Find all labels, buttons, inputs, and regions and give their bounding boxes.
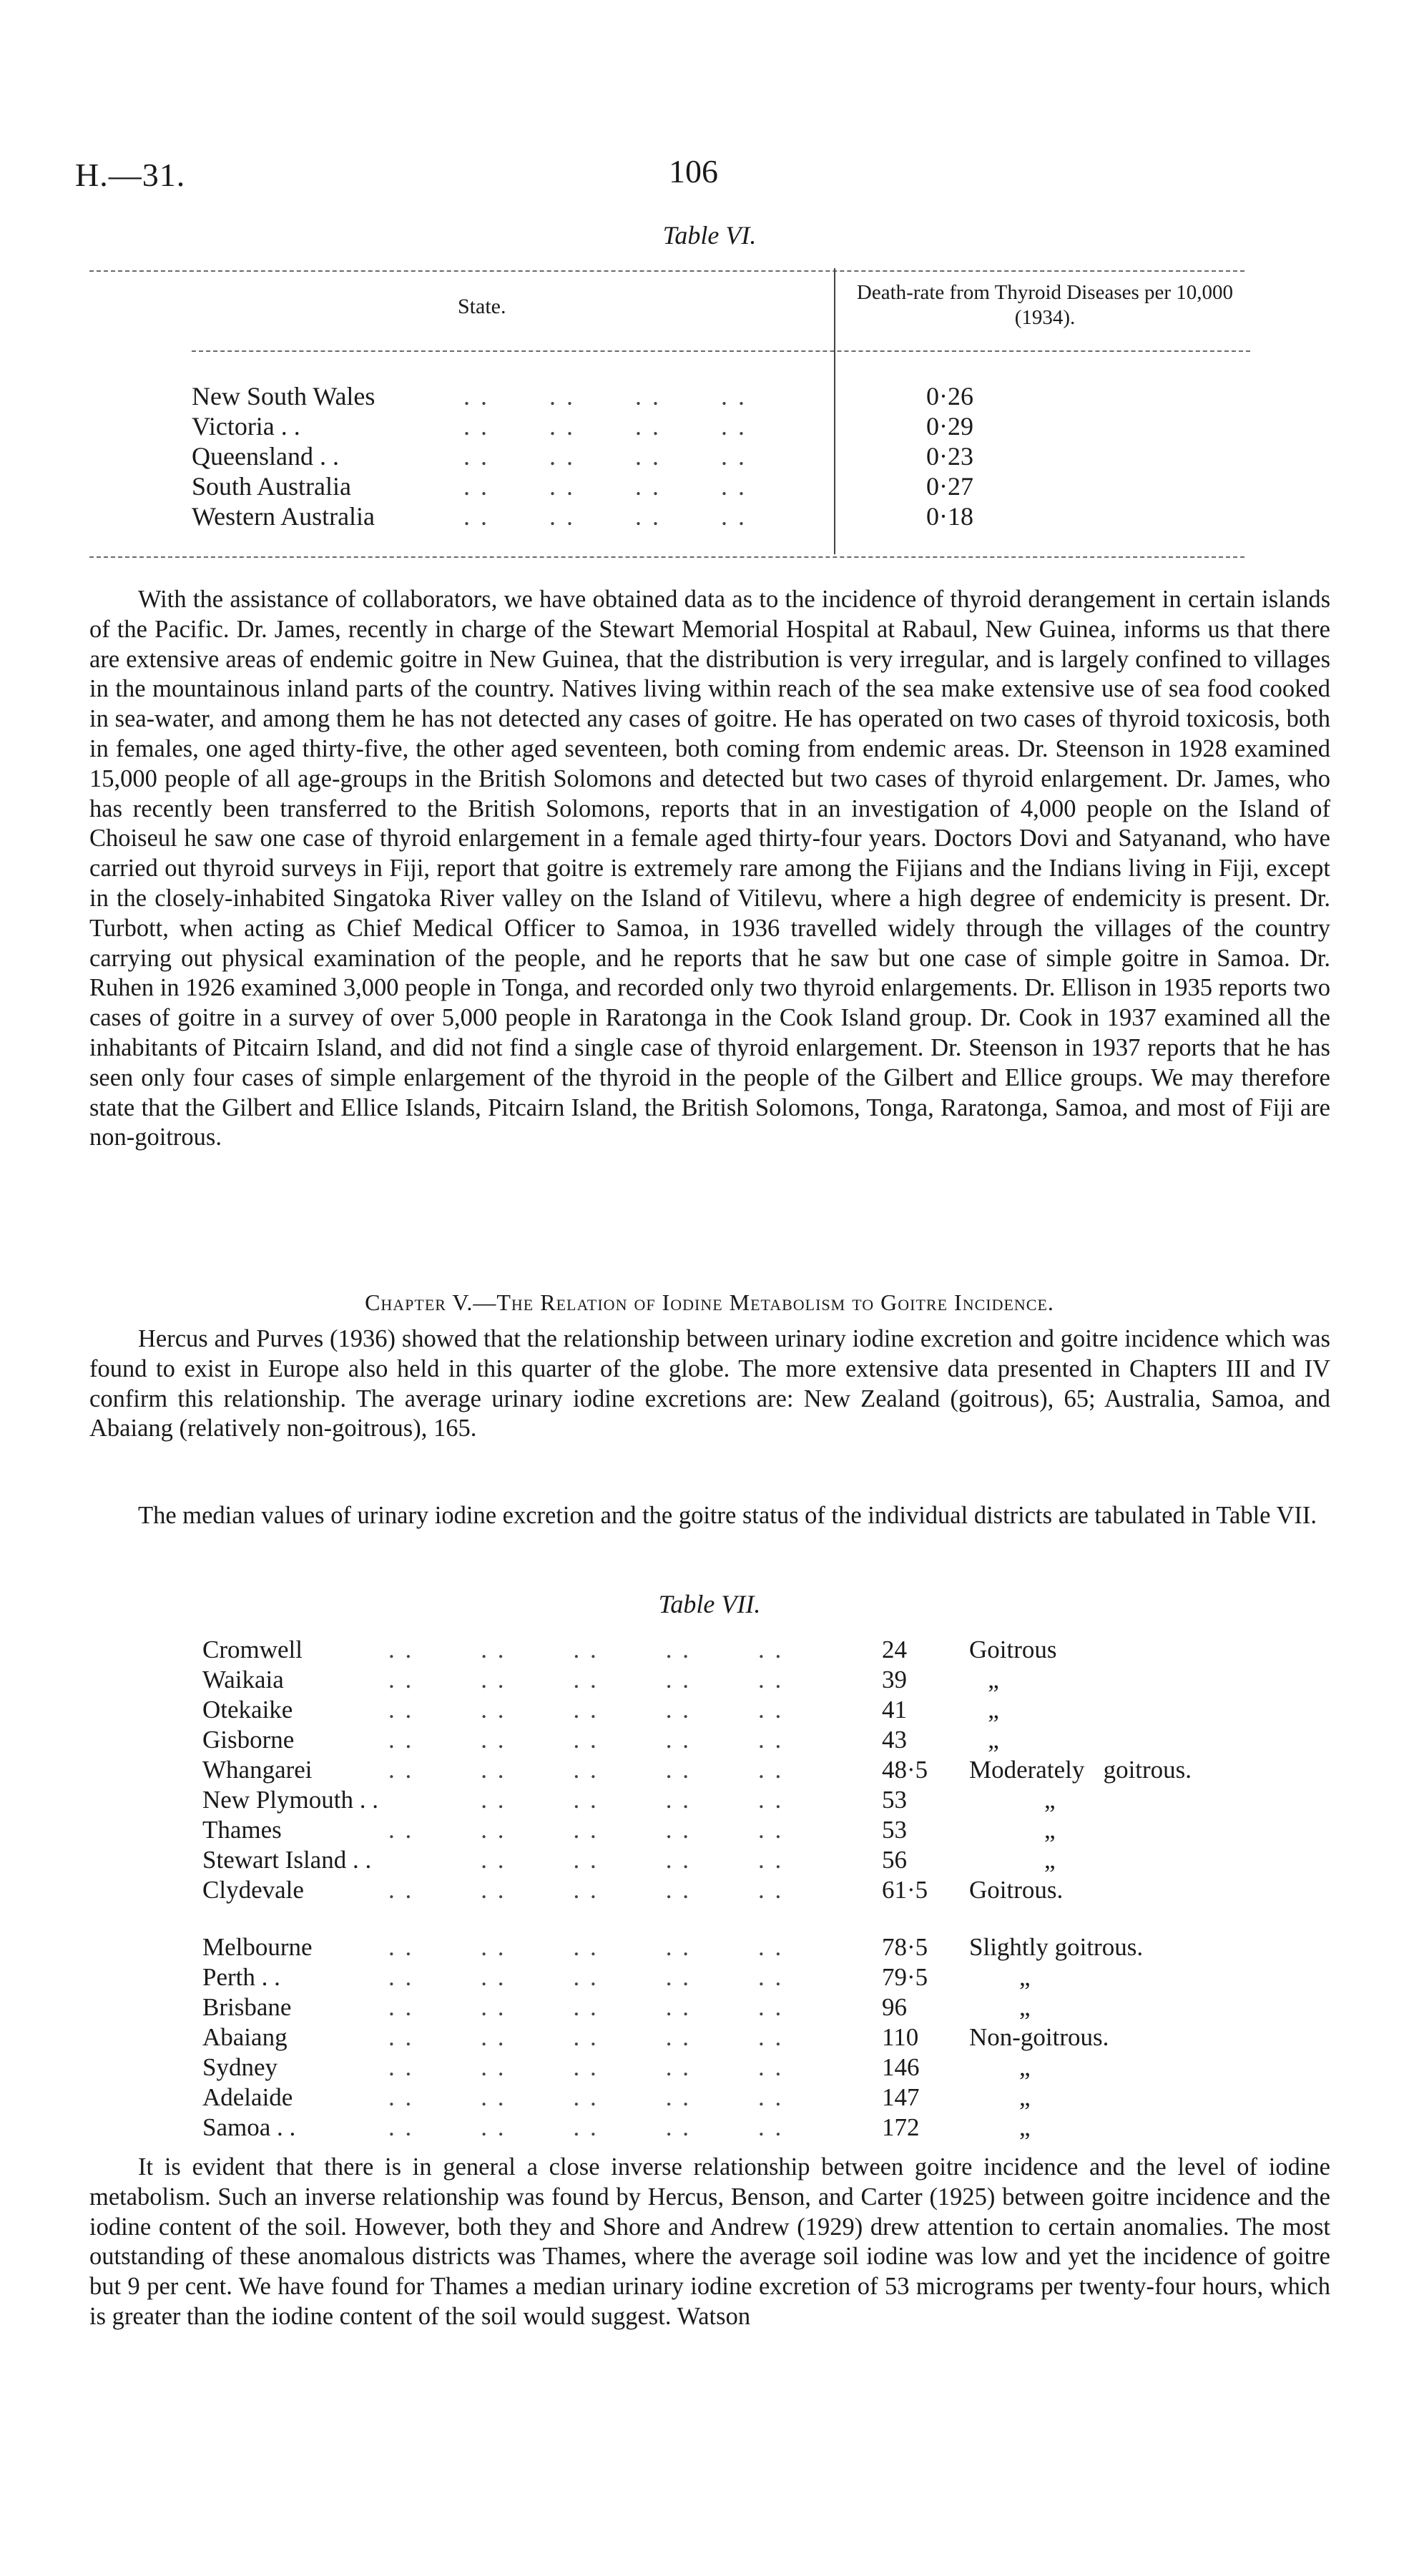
iodine-value: 172 bbox=[882, 2113, 920, 2141]
table-7-row bbox=[202, 1816, 1275, 1846]
leader-dots: . . . . . . . . . . bbox=[388, 2083, 784, 2111]
district-name: Clydevale bbox=[202, 1876, 304, 1904]
iodine-value: 110 bbox=[882, 2023, 919, 2051]
paragraph-iodine-excretion: Hercus and Purves (1936) showed that the relationship between urinary iodine excretion and goitre incidence which was found to exist in Europe also held in this quarter of the globe. The more extensive data presented in Chapters III and IV confirm this relationship. The average urinary iodine excretions are: New Zealand (goitrous), 65; Australia, Samoa, and Abaiang (relatively non-goitrous), 165. bbox=[89, 1325, 1330, 1442]
page-number: 106 bbox=[669, 153, 718, 190]
iodine-value: 41 bbox=[882, 1696, 907, 1724]
district-name: Brisbane bbox=[202, 1993, 292, 2021]
district-name: Cromwell bbox=[202, 1636, 303, 1663]
death-rate-value: 0·18 bbox=[926, 502, 973, 531]
state-name: New South Wales bbox=[192, 382, 375, 411]
goitre-status: Slightly goitrous. bbox=[969, 1933, 1144, 1961]
table-6-header-rate: Death-rate from Thyroid Diseases per 10,000 (1934). bbox=[856, 281, 1234, 329]
iodine-value: 147 bbox=[882, 2083, 920, 2111]
goitre-status: „ bbox=[969, 1696, 999, 1724]
goitre-status: „ bbox=[969, 1816, 1056, 1844]
leader-dots: . . . . . . . . bbox=[463, 412, 747, 441]
district-name: Otekaike bbox=[202, 1696, 293, 1724]
document-reference: H.—31. bbox=[75, 157, 186, 193]
state-name: Queensland . . bbox=[192, 442, 339, 471]
goitre-status: „ bbox=[969, 2083, 1031, 2111]
table-7-row bbox=[202, 1666, 1275, 1696]
goitre-status: „ bbox=[969, 1786, 1056, 1814]
leader-dots: . . . . . . . . . . bbox=[388, 1876, 784, 1904]
chapter-heading: Chapter V.—The Relation of Iodine Metabolism to Goitre Incidence. bbox=[365, 1289, 1054, 1315]
leader-dots: . . . . . . . . . . bbox=[388, 1756, 784, 1784]
table-7-row bbox=[202, 1636, 1275, 1666]
goitre-status: Non-goitrous. bbox=[969, 2023, 1109, 2051]
district-name: Perth . . bbox=[202, 1963, 280, 1991]
goitre-status: Moderately goitrous. bbox=[969, 1756, 1192, 1784]
iodine-value: 48·5 bbox=[882, 1756, 928, 1784]
leader-dots: . . . . . . . . . . bbox=[388, 1696, 784, 1724]
district-name: Sydney bbox=[202, 2053, 278, 2081]
leader-dots: . . . . . . . . bbox=[463, 382, 747, 411]
goitre-status: „ bbox=[969, 2113, 1031, 2141]
goitre-status: „ bbox=[969, 2053, 1031, 2081]
leader-dots: . . . . . . . . bbox=[388, 1786, 784, 1814]
goitre-status: „ bbox=[969, 1726, 999, 1754]
table-7-row bbox=[202, 1786, 1275, 1816]
table-7-row bbox=[202, 1963, 1275, 1993]
table-7-row bbox=[202, 2053, 1275, 2083]
state-name: South Australia bbox=[192, 472, 351, 501]
district-name: Melbourne bbox=[202, 1933, 313, 1961]
iodine-value: 79·5 bbox=[882, 1963, 928, 1991]
paragraph-inverse-relationship: It is evident that there is in general a close inverse relationship between goitre incidence and the level of iodine metabolism. Such an inverse relationship was found by Hercus, Benson, and Carter (1925) between goitre incidence and the iodine content of the soil. However, both they and Shore and Andrew (1929) drew attention to certain anomalies. The most outstanding of these anomalous districts was Thames, where the average soil iodine was low and yet the incidence of goitre but 9 per cent. We have found for Thames a median urinary iodine excretion of 53 micrograms per twenty-four hours, which is greater than the iodine content of the soil would suggest. Watson bbox=[89, 2153, 1330, 2330]
iodine-value: 43 bbox=[882, 1726, 907, 1754]
table-7-row bbox=[202, 1876, 1275, 1906]
district-name: Stewart Island . . bbox=[202, 1846, 372, 1874]
iodine-value: 61·5 bbox=[882, 1876, 928, 1904]
iodine-value: 53 bbox=[882, 1786, 907, 1814]
death-rate-value: 0·23 bbox=[926, 442, 973, 471]
district-name: New Plymouth . . bbox=[202, 1786, 378, 1814]
table-7-row bbox=[202, 1933, 1275, 1963]
leader-dots: . . . . . . . . . . bbox=[388, 2023, 784, 2051]
table-6-row bbox=[192, 381, 973, 411]
leader-dots: . . . . . . . . bbox=[463, 502, 747, 531]
leader-dots: . . . . . . . . . . bbox=[388, 2113, 784, 2141]
table-6-header-state: State. bbox=[458, 295, 506, 318]
goitre-status: Goitrous bbox=[969, 1636, 1057, 1663]
iodine-value: 78·5 bbox=[882, 1933, 928, 1961]
table-6-row bbox=[192, 441, 973, 471]
leader-dots: . . . . . . . . . . bbox=[388, 1963, 784, 1991]
table-6-row bbox=[192, 471, 973, 501]
table-7-row bbox=[202, 1696, 1275, 1726]
goitre-status: „ bbox=[969, 1666, 999, 1693]
table-7-caption: Table VII. bbox=[658, 1590, 761, 1618]
iodine-value: 146 bbox=[882, 2053, 920, 2081]
leader-dots: . . . . . . . . . . bbox=[388, 1636, 784, 1663]
district-name: Thames bbox=[202, 1816, 282, 1844]
district-name: Whangarei bbox=[202, 1756, 313, 1784]
iodine-value: 53 bbox=[882, 1816, 907, 1844]
leader-dots: . . . . . . . . . . bbox=[388, 2053, 784, 2081]
district-name: Adelaide bbox=[202, 2083, 293, 2111]
table-6-top-rule bbox=[89, 270, 1244, 272]
table-7-row bbox=[202, 1756, 1275, 1786]
goitre-status: „ bbox=[969, 1846, 1056, 1874]
leader-dots: . . . . . . . . . . bbox=[388, 1933, 784, 1961]
goitre-status: „ bbox=[969, 1993, 1031, 2021]
iodine-value: 56 bbox=[882, 1846, 907, 1874]
iodine-value: 24 bbox=[882, 1636, 907, 1663]
table-7-row bbox=[202, 1726, 1275, 1756]
leader-dots: . . . . . . . . bbox=[463, 442, 747, 471]
leader-dots: . . . . . . . . bbox=[463, 472, 747, 501]
paragraph-pacific-islands: With the assistance of collaborators, we have obtained data as to the incidence of thyroid derangement in certain islands of the Pacific. Dr. James, recently in charge of the Stewart Memorial Hospital at Rabaul, New Guinea, informs us that there are extensive areas of endemic goitre in New Guinea, that the distribution is very irregular, and is largely confined to villages in the mountainous inland parts of the country. Natives living within reach of the sea make extensive use of sea food cooked in sea-water, and among them he has not detected any cases of goitre. He has operated on two cases of thyroid toxicosis, both in females, one aged thirty-five, the other aged seventeen, both coming from endemic areas. Dr. Steenson in 1928 examined 15,000 people of all age-groups in the British Solomons and detected but two cases of thyroid enlargement. Dr. James, who has recently been transferred to the British Solomons, reports that in an investigation of 4,000 people on the Island of Choiseul he saw one case of thyroid enlargement in a female aged thirty-four years. Doctors Dovi and Satyanand, who have carried out thyroid surveys in Fiji, report that goitre is extremely rare among the Fijians and the Indians living in Fiji, except in the closely-inhabited Singatoka River valley on the Island of Vitilevu, where a high degree of endemicity is present. Dr. Turbott, when acting as Chief Medical Officer to Samoa, in 1936 travelled widely through the villages of the country carrying out physical examination of the people, and he reports that he saw but one case of simple goitre in Samoa. Dr. Ruhen in 1926 examined 3,000 people in Tonga, and recorded only two thyroid enlargements. Dr. Ellison in 1935 reports two cases of goitre in a survey of over 5,000 people in Raratonga in the Cook Island group. Dr. Cook in 1937 examined all the inhabitants of Pitcairn Island, and did not find a single case of thyroid enlargement. Dr. Steenson in 1937 reports that he has seen only four cases of simple enlargement of the thyroid in the people of the Gilbert and Ellice groups. We may therefore state that the Gilbert and Ellice Islands, Pitcairn Island, the British Solomons, Tonga, Raratonga, Samoa, and most of Fiji are non-goitrous. bbox=[89, 586, 1330, 1151]
table-6-row bbox=[192, 411, 973, 441]
iodine-value: 96 bbox=[882, 1993, 907, 2021]
leader-dots: . . . . . . . . bbox=[388, 1846, 784, 1874]
district-name: Waikaia bbox=[202, 1666, 284, 1693]
state-name: Western Australia bbox=[192, 502, 375, 531]
district-name: Abaiang bbox=[202, 2023, 288, 2051]
leader-dots: . . . . . . . . . . bbox=[388, 1816, 784, 1844]
table-7-row bbox=[202, 2023, 1275, 2053]
leader-dots: . . . . . . . . . . bbox=[388, 1993, 784, 2021]
table-7-row bbox=[202, 1993, 1275, 2023]
state-name: Victoria . . bbox=[192, 412, 300, 441]
goitre-status: Goitrous. bbox=[969, 1876, 1064, 1904]
death-rate-value: 0·26 bbox=[926, 382, 973, 411]
iodine-value: 39 bbox=[882, 1666, 907, 1693]
paragraph-table-7-intro: The median values of urinary iodine excretion and the goitre status of the individual districts are tabulated in Table VII. bbox=[138, 1502, 1317, 1529]
table-7-row bbox=[202, 1846, 1275, 1876]
table-6-bottom-rule bbox=[89, 556, 1244, 558]
death-rate-value: 0·29 bbox=[926, 412, 973, 441]
table-6-caption: Table VI. bbox=[662, 221, 757, 250]
district-name: Samoa . . bbox=[202, 2113, 296, 2141]
leader-dots: . . . . . . . . . . bbox=[388, 1726, 784, 1754]
table-7-row bbox=[202, 2113, 1275, 2143]
district-name: Gisborne bbox=[202, 1726, 295, 1754]
leader-dots: . . . . . . . . . . bbox=[388, 1666, 784, 1693]
table-7-row bbox=[202, 2083, 1275, 2113]
death-rate-value: 0·27 bbox=[926, 472, 973, 501]
table-6-header-rule bbox=[192, 350, 1250, 352]
goitre-status: „ bbox=[969, 1963, 1031, 1991]
table-6-row bbox=[192, 501, 973, 531]
